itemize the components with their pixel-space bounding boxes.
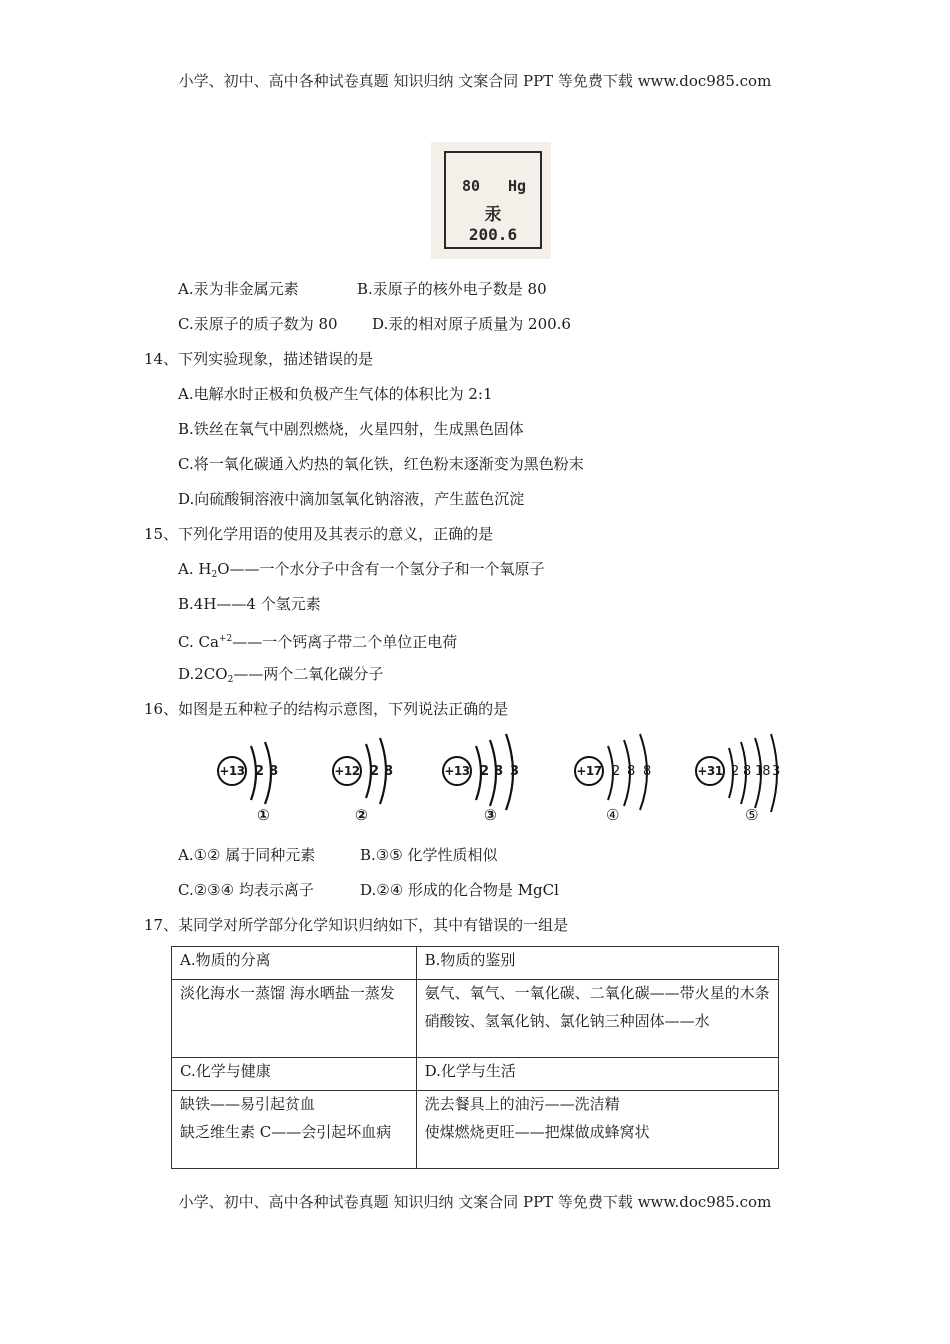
table-cell-d-content: 洗去餐具上的油污——洗洁精 使煤燃烧更旺——把煤做成蜂窝状: [416, 1091, 778, 1169]
q16-option-a: A.①② 属于同种元素: [178, 846, 316, 864]
question-text: 下列实验现象，描述错误的是: [178, 350, 374, 368]
electron-shell-arcs: [247, 738, 287, 808]
element-card-image: [431, 142, 551, 259]
nucleus-charge: +31: [695, 756, 725, 786]
element-name: 汞: [484, 205, 502, 225]
nucleus-charge: +12: [332, 756, 362, 786]
q14-option-d: D.向硫酸铜溶液中滴加氢氧化钠溶液，产生蓝色沉淀: [178, 490, 525, 508]
particle-3-diagram: +13 2 8 3 ③: [442, 728, 542, 828]
table-cell-a-content: 淡化海水一蒸馏 海水晒盐一蒸发: [172, 980, 417, 1058]
q14-stem: [144, 349, 373, 369]
q14-option-a: A.电解水时正极和负极产生气体的体积比为 2:1: [178, 385, 493, 403]
electron-shell-arcs: [362, 734, 402, 808]
particle-label: ③: [484, 806, 497, 824]
page-header: 小学、初中、高中各种试卷真题 知识归纳 文案合同 PPT 等免费下载 www.doc985.com: [178, 72, 772, 90]
table-row: [172, 980, 779, 1058]
particle-2-diagram: +12 2 8 ②: [332, 728, 412, 828]
q14-option-c: C.将一氧化碳通入灼热的氧化铁，红色粉末逐渐变为黑色粉末: [178, 455, 584, 473]
q16-option-c: C.②③④ 均表示离子: [178, 881, 314, 899]
knowledge-summary-table: [171, 946, 779, 1169]
q15-option-a: A. $H_2O——$一个水分子中含有一个氢分子和一个氧原子: [178, 560, 545, 580]
particle-label: ④: [606, 806, 620, 824]
q16-option-b: B.③⑤ 化学性质相似: [360, 846, 498, 864]
question-number: 16、: [144, 700, 179, 718]
question-text: 如图是五种粒子的结构示意图，下列说法正确的是: [178, 700, 509, 718]
question-number: 14、: [144, 350, 179, 368]
particle-label: ①: [257, 806, 270, 824]
q13-option-c: C.汞原子的质子数为 80: [178, 315, 338, 333]
q16-option-d: D.②④ 形成的化合物是 MgCl: [360, 881, 559, 899]
particle-label: ②: [355, 806, 368, 824]
element-symbol: Hg: [507, 177, 526, 195]
particle-4-diagram: +17 2 8 8 ④: [574, 728, 674, 828]
particle-structure-diagrams: [205, 728, 795, 828]
table-cell-b-title: B.物质的鉴别: [416, 947, 778, 980]
nucleus-charge: +17: [574, 756, 604, 786]
table-row: [172, 1058, 779, 1091]
nucleus-charge: +13: [442, 756, 472, 786]
q13-option-a: A.汞为非金属元素: [178, 280, 299, 298]
question-number: 17、: [144, 916, 179, 934]
q17-stem: [144, 915, 568, 935]
element-card-frame: [444, 151, 542, 249]
table-cell-a-title: A.物质的分离: [172, 947, 417, 980]
question-number: 15、: [144, 525, 179, 543]
table-row: [172, 947, 779, 980]
question-text: 下列化学用语的使用及其表示的意义，正确的是: [178, 525, 494, 543]
q13-option-d: D.汞的相对原子质量为 200.6: [372, 315, 571, 333]
particle-label: ⑤: [745, 806, 759, 824]
table-cell-d-title: D.化学与生活: [416, 1058, 778, 1091]
table-row: [172, 1091, 779, 1169]
q13-option-b: B.汞原子的核外电子数是 80: [357, 280, 547, 298]
atomic-mass: 200.6: [468, 225, 518, 244]
atomic-number: 80: [462, 177, 481, 195]
q15-option-d: $D.2CO_2——$两个二氧化碳分子: [178, 665, 384, 685]
table-cell-c-title: C.化学与健康: [172, 1058, 417, 1091]
table-cell-c-content: 缺铁——易引起贫血 缺乏维生素 C——会引起坏血病: [172, 1091, 417, 1169]
nucleus-charge: +13: [217, 756, 247, 786]
q15-option-b: B.4H——4 个氢元素: [178, 595, 321, 613]
table-cell-b-content: 氨气、氧气、一氧化碳、二氧化碳——带火星的木条 硝酸铵、氢氧化钠、氯化钠三种固体——水: [416, 980, 778, 1058]
q15-stem: [144, 524, 493, 544]
particle-5-diagram: +31 2 8 18 3 ⑤: [695, 728, 795, 828]
q14-option-b: B.铁丝在氧气中剧烈燃烧，火星四射，生成黑色固体: [178, 420, 524, 438]
page-footer: 小学、初中、高中各种试卷真题 知识归纳 文案合同 PPT 等免费下载 www.doc985.com: [178, 1193, 772, 1211]
q16-stem: [144, 699, 508, 719]
particle-1-diagram: +13 2 8 ①: [217, 728, 297, 828]
q15-option-c: C. $Ca^{+2}——$一个钙离子带二个单位正电荷: [178, 633, 458, 651]
question-text: 某同学对所学部分化学知识归纳如下，其中有错误的一组是: [178, 916, 569, 934]
